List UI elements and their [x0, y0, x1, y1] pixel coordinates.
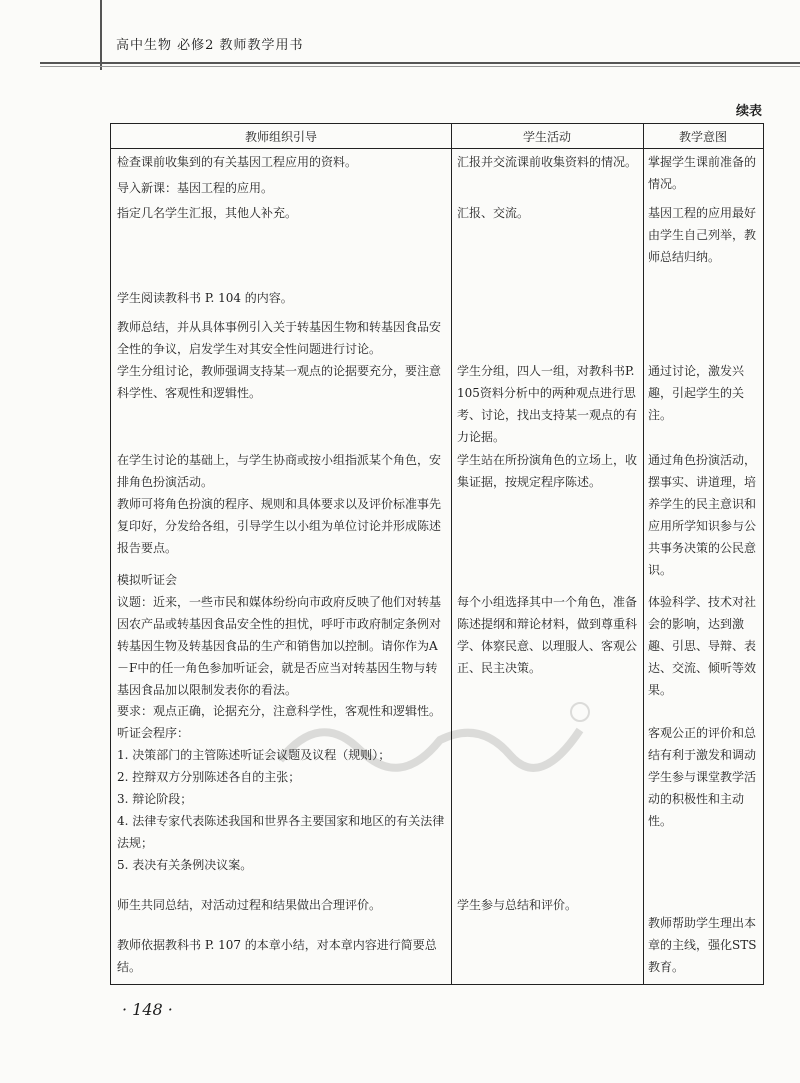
- intent-text: 掌握学生课前准备的情况。: [648, 155, 757, 191]
- procedure-step: 2. 控辩双方分别陈述各自的主张；: [117, 770, 301, 784]
- continued-label: 续表: [735, 104, 762, 119]
- student-text: 汇报并交流课前收集资料的情况。: [457, 155, 638, 169]
- column-divider: [451, 124, 452, 984]
- intent-text: 客观公正的评价和总结有利于激发和调动学生参与课堂教学活动的积极性和主动性。: [648, 726, 757, 828]
- header-rule: [40, 62, 800, 64]
- procedure-step: 4. 法律专家代表陈述我国和世界各主要国家和地区的有关法律法规；: [117, 814, 445, 850]
- intent-text: 通过讨论，激发兴趣，引起学生的关注。: [648, 364, 745, 422]
- header-teacher-guidance: 教师组织引导: [244, 130, 317, 144]
- student-text: 学生分组，四人一组，对教科书P. 105资料分析中的两种观点进行思考、讨论，找出支持某一观点的有力论据。: [457, 364, 638, 444]
- student-text: 学生参与总结和评价。: [457, 898, 578, 912]
- procedure-step: 1. 决策部门的主管陈述听证会议题及议程（规则）；: [117, 748, 391, 762]
- intent-text: 基因工程的应用最好由学生自己列举，教师总结归纳。: [648, 206, 757, 264]
- teacher-text: 学生分组讨论，教师强调支持某一观点的论据要充分，要注意科学性、客观性和逻辑性。: [117, 364, 442, 400]
- hearing-requirement: 要求：观点正确，论据充分，注意科学性，客观性和逻辑性。: [117, 704, 442, 718]
- hearing-procedure-title: 听证会程序：: [117, 726, 190, 740]
- page-header: [0, 0, 800, 70]
- procedure-step: 5. 表决有关条例决议案。: [117, 858, 253, 872]
- teacher-text: 导入新课：基因工程的应用。: [117, 181, 274, 195]
- header-teaching-intent: 教学意图: [678, 130, 727, 144]
- book-title: 高中生物 必修2 教师教学用书: [116, 38, 304, 53]
- teacher-text: 指定几名学生汇报，其他人补充。: [117, 206, 298, 220]
- lesson-table: [110, 123, 764, 985]
- intent-text: 教师帮助学生理出本章的主线，强化STS教育。: [648, 916, 757, 974]
- header-vertical-rule: [100, 0, 102, 70]
- teacher-text: 教师总结，并从具体事例引入关于转基因生物和转基因食品安全性的争议，启发学生对其安全性问题进行讨论。: [117, 320, 442, 356]
- hearing-topic: 议题：近来，一些市民和媒体纷纷向市政府反映了他们对转基因农产品或转基因食品安全性的担忧，呼吁市政府制定条例对转基因生物及转基因食品的生产和销售加以控制。请你作为A－F中的任一角色参加听证会，就是否应当对转基因生物与转基因食品加以限制发表你的看法。: [117, 595, 442, 697]
- procedure-step: 3. 辩论阶段；: [117, 792, 193, 806]
- teacher-text: 在学生讨论的基础上，与学生协商或按小组指派某个角色，安排角色扮演活动。: [117, 453, 442, 489]
- teacher-text: 教师依据教科书 P. 107 的本章小结，对本章内容进行简要总结。: [117, 938, 437, 974]
- column-divider: [643, 124, 644, 984]
- student-text: 汇报、交流。: [457, 206, 530, 220]
- intent-text: 通过角色扮演活动，摆事实、讲道理，培养学生的民主意识和应用所学知识参与公共事务决策的公民意识。: [648, 453, 757, 577]
- teacher-text: 检查课前收集到的有关基因工程应用的资料。: [117, 155, 358, 169]
- hearing-title: 模拟听证会: [117, 573, 178, 587]
- student-text: 学生站在所扮演角色的立场上，收集证据，按规定程序陈述。: [457, 453, 638, 489]
- teacher-text: 教师可将角色扮演的程序、规则和具体要求以及评价标准事先复印好，分发给各组，引导学生以小组为单位讨论并形成陈述报告要点。: [117, 497, 442, 555]
- table-header-row: [111, 124, 763, 149]
- student-text: 每个小组选择其中一个角色，准备陈述提纲和辩论材料，做到尊重科学、体察民意、以理服人、客观公正、民主决策。: [457, 595, 638, 675]
- teacher-text: 学生阅读教科书 P. 104 的内容。: [117, 291, 293, 305]
- teacher-text: 师生共同总结，对活动过程和结果做出合理评价。: [117, 898, 382, 912]
- page-number: · 148 ·: [122, 1000, 173, 1019]
- header-student-activity: 学生活动: [522, 130, 571, 144]
- intent-text: 体验科学、技术对社会的影响，达到激趣、引思、导辩、表达、交流、倾听等效果。: [648, 595, 757, 697]
- header-rule-thin: [40, 66, 800, 67]
